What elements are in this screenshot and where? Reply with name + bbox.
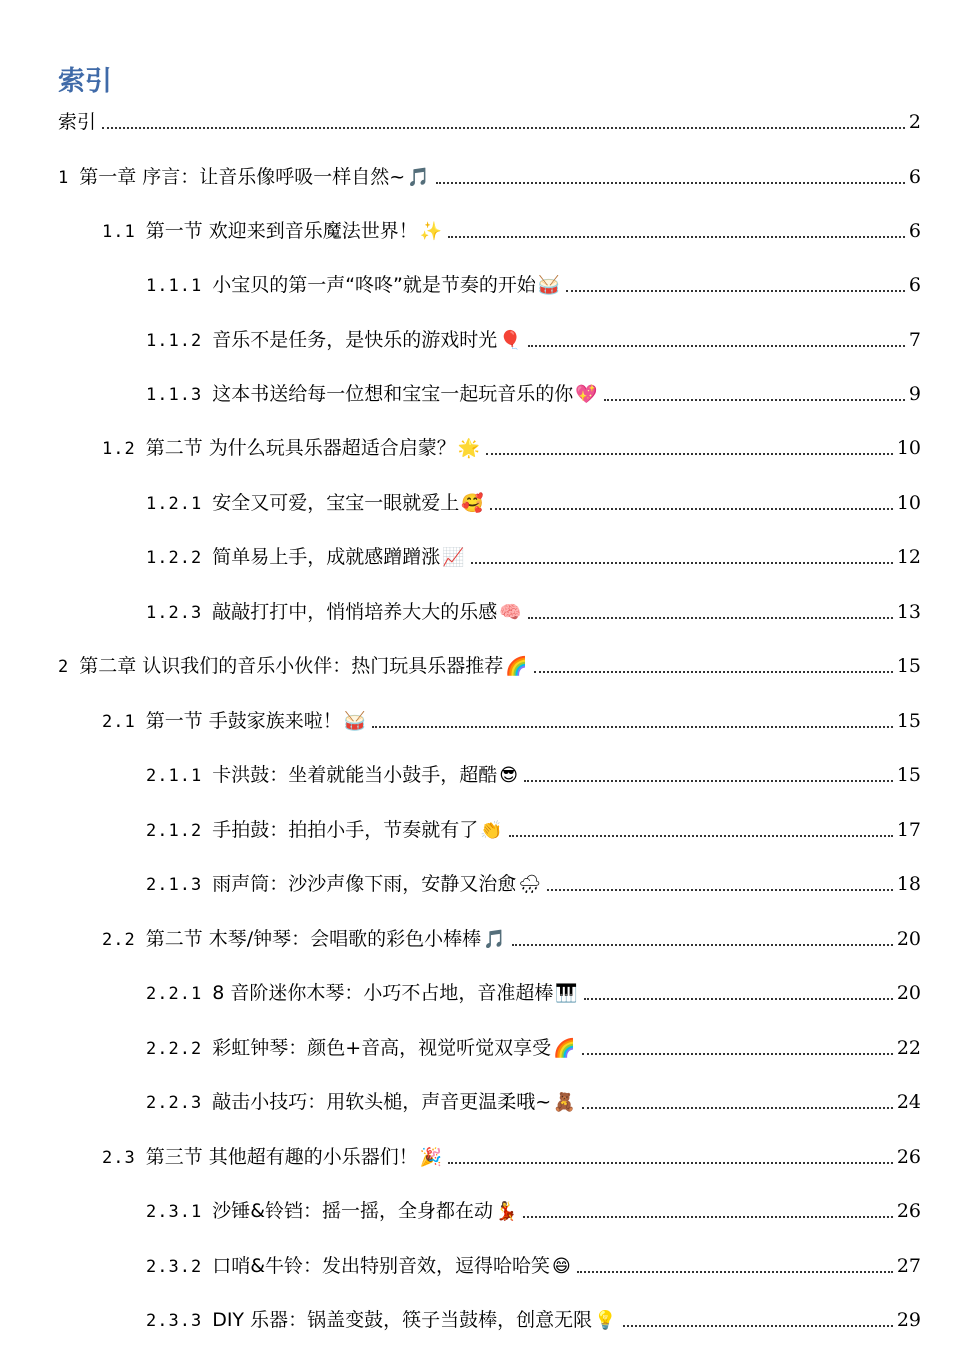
- emoji-icon: 😎: [499, 765, 518, 786]
- section-number: 2.1: [102, 712, 136, 732]
- toc-entry-title: 敲击小技巧：用软头槌，声音更温柔哦~: [212, 1091, 552, 1113]
- toc-entry[interactable]: [102, 217, 921, 245]
- emoji-icon: 🎹: [555, 983, 578, 1004]
- toc-entry[interactable]: [102, 925, 921, 953]
- toc-entry-title: 8 音阶迷你木琴：小巧不占地，音准超棒: [212, 982, 554, 1004]
- dot-leader: [102, 127, 905, 129]
- dot-leader: [528, 345, 905, 347]
- page-number: 15: [896, 655, 921, 677]
- toc-entry[interactable]: [102, 1143, 921, 1171]
- page-number: 24: [896, 1091, 921, 1113]
- page-number: 6: [908, 220, 921, 242]
- toc-entry[interactable]: [146, 979, 921, 1007]
- dot-leader: [582, 1107, 893, 1109]
- dot-leader: [528, 617, 893, 619]
- emoji-icon: 🥁: [537, 275, 561, 296]
- toc-entry-title: 第一节 欢迎来到音乐魔法世界！: [145, 220, 418, 242]
- page-number: 15: [896, 764, 921, 786]
- toc-entry[interactable]: [146, 1197, 921, 1225]
- page-number: 7: [908, 329, 921, 351]
- section-number: 2.3: [102, 1148, 136, 1168]
- toc-entry-title: 卡洪鼓：坐着就能当小鼓手，超酷: [212, 764, 498, 786]
- page-title: 索引: [58, 66, 112, 97]
- toc-entry-title: 音乐不是任务，是快乐的游戏时光: [212, 329, 498, 351]
- toc-entry[interactable]: [58, 163, 921, 191]
- section-number: 1.2: [102, 439, 136, 459]
- page-number: 10: [896, 492, 921, 514]
- section-number: 2.3.3: [146, 1311, 203, 1331]
- page-number: 10: [896, 437, 921, 459]
- page-number: 6: [908, 166, 921, 188]
- toc-entry-title: 手拍鼓：拍拍小手，节奏就有了: [212, 819, 479, 841]
- toc-entry[interactable]: [146, 816, 921, 844]
- dot-leader: [448, 236, 905, 238]
- dot-leader: [604, 399, 905, 401]
- dot-leader: [490, 508, 893, 510]
- section-number: 2.1.1: [146, 766, 203, 786]
- toc-entry-title: 这本书送给每一位想和宝宝一起玩音乐的你: [212, 383, 574, 405]
- toc-entry[interactable]: [58, 108, 921, 136]
- emoji-icon: 🌈: [553, 1038, 576, 1059]
- page-number: 22: [896, 1037, 921, 1059]
- page-number: 9: [908, 383, 921, 405]
- section-number: 1: [58, 168, 70, 188]
- page-number: 17: [896, 819, 921, 841]
- section-number: 2.2.3: [146, 1093, 203, 1113]
- section-number: 1.1.1: [146, 276, 203, 296]
- emoji-icon: 🥁: [343, 711, 367, 732]
- toc-entry-title: 敲敲打打中，悄悄培养大大的乐感: [212, 601, 498, 623]
- toc-entry[interactable]: [146, 489, 921, 517]
- dot-leader: [582, 1053, 893, 1055]
- page-number: 15: [896, 710, 921, 732]
- toc-entry-title: 简单易上手，成就感蹭蹭涨: [212, 546, 441, 568]
- toc-entry[interactable]: [146, 761, 921, 789]
- dot-leader: [448, 1162, 893, 1164]
- emoji-icon: 🌈: [505, 656, 528, 677]
- emoji-icon: 💡: [594, 1310, 617, 1331]
- toc-entry-title: DIY 乐器：锅盖变鼓，筷子当鼓棒，创意无限: [212, 1309, 593, 1331]
- section-number: 2.2.1: [146, 984, 203, 1004]
- page-number: 26: [896, 1200, 921, 1222]
- section-number: 1.1.3: [146, 385, 203, 405]
- dot-leader: [547, 889, 893, 891]
- dot-leader: [524, 780, 893, 782]
- emoji-icon: ✨: [419, 221, 443, 242]
- toc-entry-title: 小宝贝的第一声“咚咚”就是节奏的开始: [212, 274, 536, 296]
- emoji-icon: 🎵: [407, 167, 430, 188]
- toc-entry-title: 第三节 其他超有趣的小乐器们！: [145, 1146, 418, 1168]
- toc-entry-title: 第一节 手鼓家族来啦！: [145, 710, 342, 732]
- toc-entry[interactable]: [146, 1252, 921, 1280]
- toc-entry[interactable]: [146, 870, 921, 898]
- emoji-icon: 🎵: [483, 929, 506, 950]
- dot-leader: [523, 1216, 892, 1218]
- toc-entry-title: 安全又可爱，宝宝一眼就爱上: [212, 492, 460, 514]
- emoji-icon: 🥰: [461, 493, 484, 514]
- dot-leader: [372, 726, 893, 728]
- page-number: 27: [896, 1255, 921, 1277]
- toc-entry-title: 索引: [58, 111, 97, 133]
- dot-leader: [577, 1271, 893, 1273]
- emoji-icon: 🧠: [499, 602, 522, 623]
- section-number: 1.2.1: [146, 494, 203, 514]
- toc-entry-title: 沙锤&铃铛：摇一摇，全身都在动: [212, 1200, 494, 1222]
- toc-entry-title: 雨声筒：沙沙声像下雨，安静又治愈: [212, 873, 517, 895]
- toc-entry-title: 口哨&牛铃：发出特别音效，逗得哈哈笑: [212, 1255, 551, 1277]
- dot-leader: [509, 835, 893, 837]
- toc-entry[interactable]: [146, 1088, 921, 1116]
- toc-entry-title: 彩虹钟琴：颜色+音高，视觉听觉双享受: [212, 1037, 552, 1059]
- page-number: 13: [896, 601, 921, 623]
- emoji-icon: 🌟: [457, 438, 481, 459]
- page-number: 18: [896, 873, 921, 895]
- emoji-icon: 📈: [442, 547, 465, 568]
- toc-entry[interactable]: [102, 707, 921, 735]
- emoji-icon: 💖: [575, 384, 598, 405]
- section-number: 2.1.3: [146, 875, 203, 895]
- dot-leader: [471, 562, 893, 564]
- toc-entry-title: 第二节 木琴/钟琴：会唱歌的彩色小棒棒: [145, 928, 482, 950]
- section-number: 1.1.2: [146, 331, 203, 351]
- dot-leader: [566, 290, 905, 292]
- toc-entry[interactable]: [146, 380, 921, 408]
- section-number: 2.3.1: [146, 1202, 203, 1222]
- dot-leader: [584, 998, 893, 1000]
- toc-entry-title: 第二节 为什么玩具乐器超适合启蒙？: [145, 437, 456, 459]
- page-number: 12: [896, 546, 921, 568]
- section-number: 2: [58, 657, 70, 677]
- toc-entry[interactable]: [146, 543, 921, 571]
- emoji-icon: 👏: [480, 820, 503, 841]
- toc-entry[interactable]: [58, 652, 921, 680]
- emoji-icon: 🌧: [518, 874, 542, 895]
- section-number: 2.1.2: [146, 821, 203, 841]
- page-number: 2: [908, 111, 921, 133]
- dot-leader: [436, 182, 905, 184]
- section-number: 1.2.3: [146, 603, 203, 623]
- page-number: 29: [896, 1309, 921, 1331]
- toc-entry[interactable]: [146, 326, 921, 354]
- section-number: 1.2.2: [146, 548, 203, 568]
- section-number: 2.2.2: [146, 1039, 203, 1059]
- emoji-icon: 😄: [552, 1256, 571, 1277]
- toc-entry[interactable]: [146, 271, 921, 299]
- emoji-icon: 🎈: [499, 330, 522, 351]
- section-number: 2.2: [102, 930, 136, 950]
- toc-entry[interactable]: [146, 1034, 921, 1062]
- toc-entry[interactable]: [146, 1306, 921, 1334]
- dot-leader: [512, 944, 893, 946]
- toc-entry-title: 第一章 序言：让音乐像呼吸一样自然~: [79, 166, 406, 188]
- toc-entry-title: 第二章 认识我们的音乐小伙伴：热门玩具乐器推荐: [79, 655, 504, 677]
- emoji-icon: 💃: [495, 1201, 518, 1222]
- section-number: 1.1: [102, 222, 136, 242]
- page-number: 26: [896, 1146, 921, 1168]
- dot-leader: [623, 1325, 893, 1327]
- emoji-icon: 🎉: [419, 1147, 443, 1168]
- dot-leader: [534, 671, 893, 673]
- toc-entry[interactable]: [102, 434, 921, 462]
- emoji-icon: 🧸: [553, 1092, 576, 1113]
- toc-entry[interactable]: [146, 598, 921, 626]
- dot-leader: [486, 453, 893, 455]
- page-number: 20: [896, 928, 921, 950]
- section-number: 2.3.2: [146, 1257, 203, 1277]
- page-number: 20: [896, 982, 921, 1004]
- page-number: 6: [908, 274, 921, 296]
